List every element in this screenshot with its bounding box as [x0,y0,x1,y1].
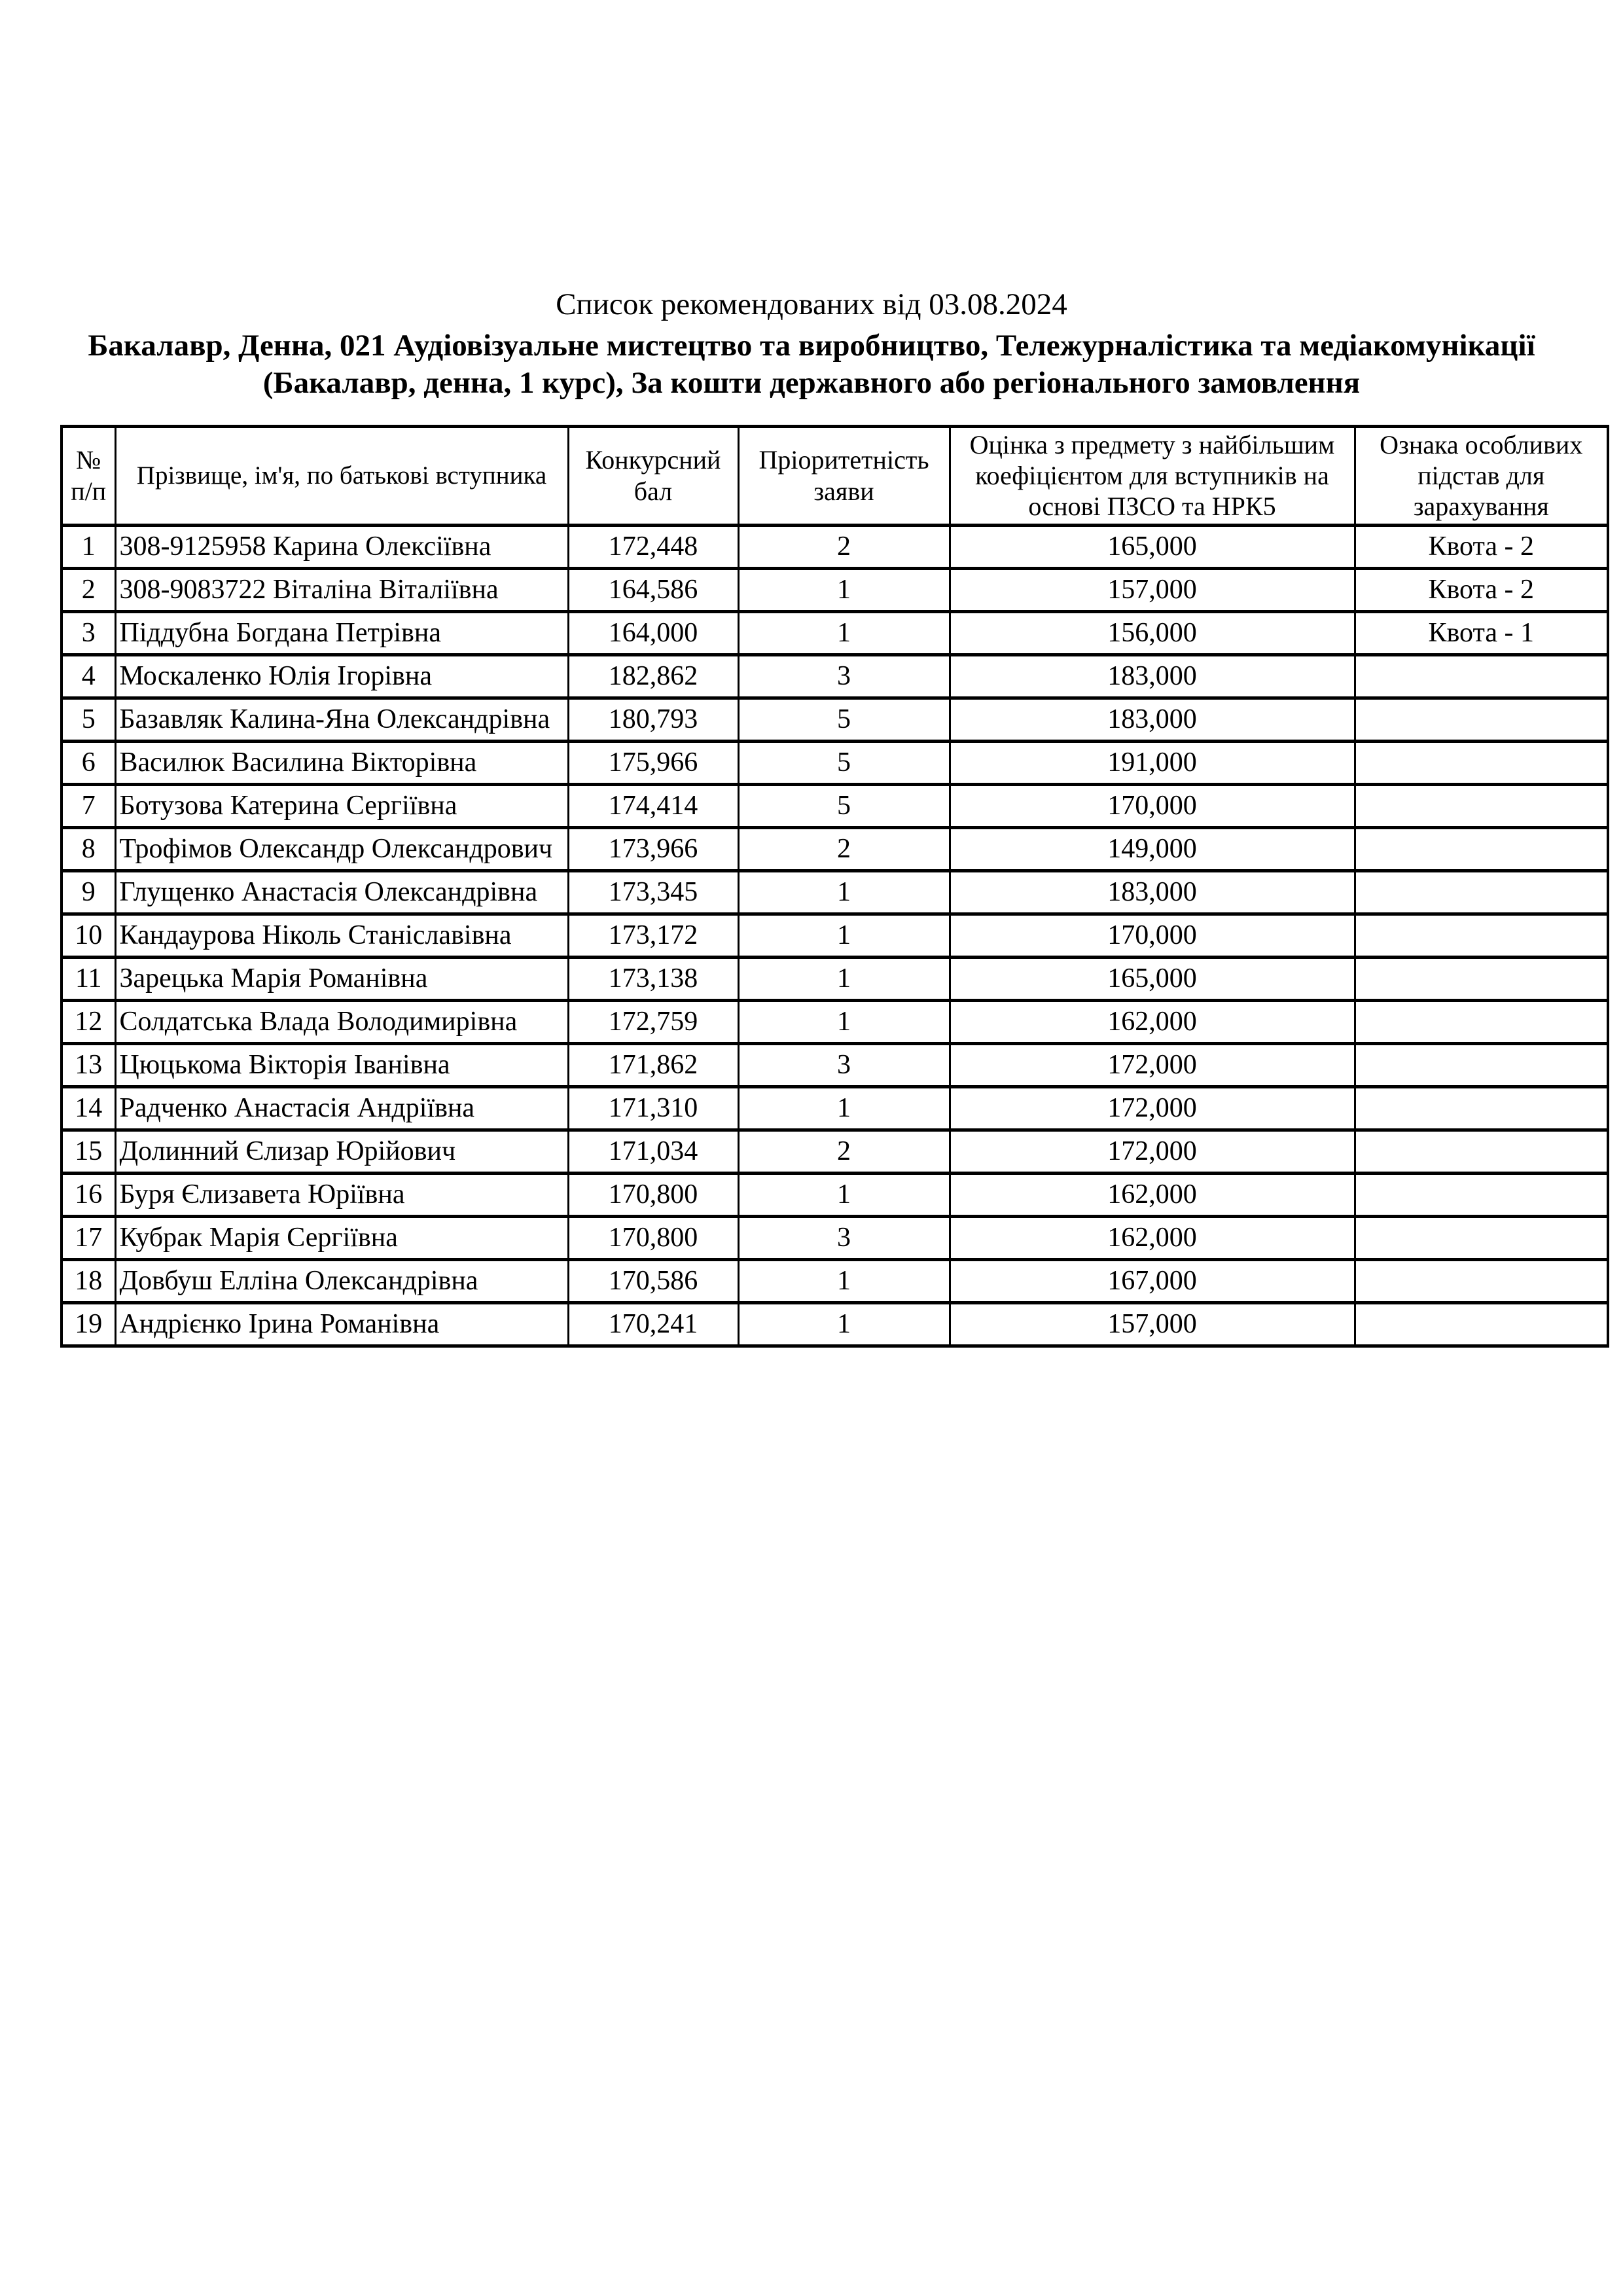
table-row [62,698,1608,741]
cell-score: 170,800 [568,1216,738,1259]
cell-grade: 157,000 [950,1302,1355,1346]
table-row [62,1043,1608,1086]
table-row [62,655,1608,698]
cell-num: 7 [62,784,115,827]
cell-priority: 2 [738,1130,950,1173]
cell-grade: 170,000 [950,914,1355,957]
table-row [62,611,1608,655]
cell-priority: 1 [738,1302,950,1346]
cell-name: 308-9125958 Карина Олексіївна [115,525,568,568]
cell-num: 12 [62,1000,115,1043]
cell-priority: 1 [738,611,950,655]
cell-grade: 157,000 [950,568,1355,611]
cell-special: Квота - 1 [1355,611,1608,655]
cell-name: Ботузова Катерина Сергіївна [115,784,568,827]
cell-num: 17 [62,1216,115,1259]
cell-special [1355,1302,1608,1346]
table-body [62,525,1608,1346]
cell-special [1355,1216,1608,1259]
cell-name: Кандаурова Ніколь Станіславівна [115,914,568,957]
cell-num: 1 [62,525,115,568]
cell-special [1355,914,1608,957]
cell-priority: 1 [738,870,950,914]
cell-special [1355,1259,1608,1302]
cell-priority: 2 [738,827,950,870]
table-row [62,957,1608,1000]
cell-score: 173,138 [568,957,738,1000]
cell-grade: 183,000 [950,870,1355,914]
cell-special [1355,1043,1608,1086]
cell-name: Кубрак Марія Сергіївна [115,1216,568,1259]
cell-name: 308-9083722 Віталіна Віталіївна [115,568,568,611]
cell-score: 173,966 [568,827,738,870]
cell-special: Квота - 2 [1355,568,1608,611]
cell-priority: 2 [738,525,950,568]
table-row [62,914,1608,957]
cell-num: 8 [62,827,115,870]
cell-num: 4 [62,655,115,698]
cell-special [1355,741,1608,784]
page-title: Список рекомендованих від 03.08.2024 [556,287,1067,321]
cell-score: 174,414 [568,784,738,827]
cell-priority: 5 [738,698,950,741]
cell-num: 15 [62,1130,115,1173]
header-cell-score: Конкурсний бал [568,426,738,525]
cell-score: 170,586 [568,1259,738,1302]
cell-name: Зарецька Марія Романівна [115,957,568,1000]
cell-num: 11 [62,957,115,1000]
cell-priority: 1 [738,957,950,1000]
cell-special [1355,655,1608,698]
table-row [62,1130,1608,1173]
cell-special [1355,698,1608,741]
cell-priority: 3 [738,1043,950,1086]
cell-grade: 167,000 [950,1259,1355,1302]
title-block [0,0,1623,403]
cell-grade: 191,000 [950,741,1355,784]
cell-score: 175,966 [568,741,738,784]
cell-priority: 1 [738,568,950,611]
cell-score: 171,862 [568,1043,738,1086]
cell-grade: 162,000 [950,1000,1355,1043]
cell-name: Глущенко Анастасія Олександрівна [115,870,568,914]
cell-score: 172,759 [568,1000,738,1043]
cell-score: 172,448 [568,525,738,568]
cell-num: 16 [62,1173,115,1216]
cell-priority: 5 [738,784,950,827]
cell-special [1355,1000,1608,1043]
header-cell-special: Ознака особливих підстав для зарахування [1355,426,1608,525]
cell-grade: 183,000 [950,655,1355,698]
cell-score: 180,793 [568,698,738,741]
table-header-row [62,426,1608,525]
cell-num: 10 [62,914,115,957]
cell-grade: 162,000 [950,1173,1355,1216]
table-row [62,1216,1608,1259]
recommended-applicants-table [60,425,1609,1348]
table-row [62,827,1608,870]
cell-num: 19 [62,1302,115,1346]
cell-num: 5 [62,698,115,741]
table-row [62,741,1608,784]
table-header [62,426,1608,525]
cell-grade: 183,000 [950,698,1355,741]
cell-name: Довбуш Елліна Олександрівна [115,1259,568,1302]
cell-priority: 5 [738,741,950,784]
cell-special: Квота - 2 [1355,525,1608,568]
cell-name: Солдатська Влада Володимирівна [115,1000,568,1043]
cell-priority: 1 [738,914,950,957]
cell-name: Піддубна Богдана Петрівна [115,611,568,655]
cell-num: 13 [62,1043,115,1086]
cell-score: 164,586 [568,568,738,611]
cell-special [1355,784,1608,827]
cell-name: Москаленко Юлія Ігорівна [115,655,568,698]
cell-grade: 162,000 [950,1216,1355,1259]
header-cell-num: № п/п [62,426,115,525]
cell-special [1355,1086,1608,1130]
cell-special [1355,1130,1608,1173]
cell-score: 171,310 [568,1086,738,1130]
cell-special [1355,827,1608,870]
cell-num: 14 [62,1086,115,1130]
cell-priority: 1 [738,1000,950,1043]
cell-grade: 165,000 [950,957,1355,1000]
cell-grade: 172,000 [950,1130,1355,1173]
cell-name: Радченко Анастасія Андріївна [115,1086,568,1130]
header-cell-name: Прізвище, ім'я, по батькові вступника [115,426,568,525]
cell-priority: 1 [738,1259,950,1302]
header-cell-grade: Оцінка з предмету з найбільшим коефіцієнтом для вступників на основі ПЗСО та НРК5 [950,426,1355,525]
cell-name: Василюк Василина Вікторівна [115,741,568,784]
cell-name: Андрієнко Ірина Романівна [115,1302,568,1346]
cell-score: 164,000 [568,611,738,655]
table-row [62,1259,1608,1302]
cell-grade: 172,000 [950,1086,1355,1130]
cell-score: 173,345 [568,870,738,914]
cell-special [1355,1173,1608,1216]
cell-special [1355,957,1608,1000]
cell-name: Трофімов Олександр Олександрович [115,827,568,870]
table-row [62,1000,1608,1043]
cell-score: 170,241 [568,1302,738,1346]
cell-score: 173,172 [568,914,738,957]
cell-num: 2 [62,568,115,611]
cell-num: 3 [62,611,115,655]
cell-priority: 1 [738,1173,950,1216]
cell-num: 6 [62,741,115,784]
cell-grade: 156,000 [950,611,1355,655]
table-row [62,870,1608,914]
cell-priority: 3 [738,1216,950,1259]
cell-score: 182,862 [568,655,738,698]
page-subtitle: Бакалавр, Денна, 021 Аудіовізуальне мистецтво та виробництво, Тележурналістика та медіакомунікації (Бакалавр, денна, 1 курс), За кошти державного або регіонального замовлення [88,329,1535,401]
cell-name: Долинний Єлизар Юрійович [115,1130,568,1173]
cell-name: Буря Єлизавета Юріївна [115,1173,568,1216]
table-row [62,1302,1608,1346]
cell-name: Цюцькома Вікторія Іванівна [115,1043,568,1086]
table-row [62,784,1608,827]
cell-score: 170,800 [568,1173,738,1216]
cell-num: 18 [62,1259,115,1302]
cell-priority: 1 [738,1086,950,1130]
cell-score: 171,034 [568,1130,738,1173]
cell-num: 9 [62,870,115,914]
cell-name: Базавляк Калина-Яна Олександрівна [115,698,568,741]
cell-grade: 172,000 [950,1043,1355,1086]
table-row [62,525,1608,568]
cell-grade: 149,000 [950,827,1355,870]
header-cell-priority: Пріоритетність заяви [738,426,950,525]
cell-special [1355,870,1608,914]
cell-grade: 165,000 [950,525,1355,568]
cell-grade: 170,000 [950,784,1355,827]
cell-priority: 3 [738,655,950,698]
table-row [62,568,1608,611]
table-row [62,1173,1608,1216]
table-row [62,1086,1608,1130]
